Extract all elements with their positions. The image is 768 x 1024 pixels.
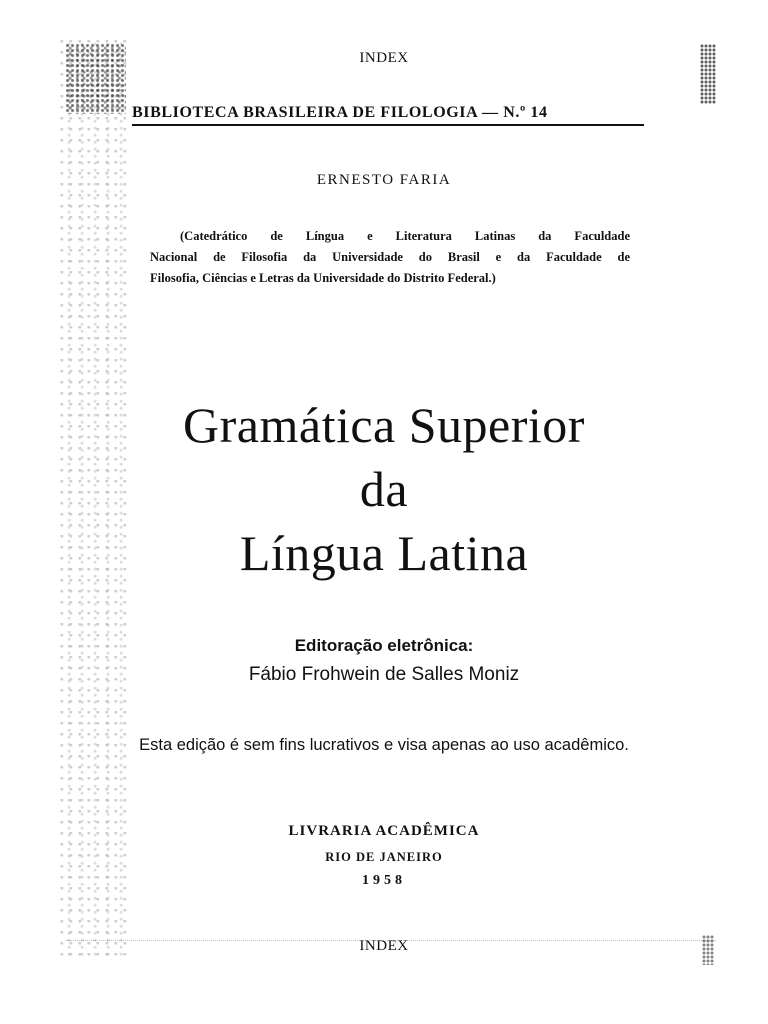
author-name: ERNESTO FARIA	[316, 172, 452, 188]
publisher-name: LIVRARIA ACADÊMICA	[288, 823, 480, 839]
title-line: Língua Latina	[239, 525, 529, 581]
book-title	[0, 393, 768, 585]
editing-label: Editoração eletrônica:	[294, 636, 474, 655]
affiliation-line: (Catedrático de Língua e Literatura Latinas da Faculdade	[180, 229, 630, 243]
publication-year: 1958	[362, 873, 406, 888]
index-link-top[interactable]: INDEX	[359, 50, 409, 66]
affiliation-line: Nacional de Filosofia da Universidade do Brasil e da Faculdade de	[150, 250, 630, 264]
non-profit-notice: Esta edição é sem fins lucrativos e visa apenas ao uso acadêmico.	[139, 736, 629, 754]
editor-name: Fábio Frohwein de Salles Moniz	[248, 664, 520, 685]
series-title: BIBLIOTECA BRASILEIRA DE FILOLOGIA — N.º 14	[132, 104, 644, 126]
publisher-city: RIO DE JANEIRO	[325, 850, 443, 864]
index-link-bottom[interactable]: INDEX	[359, 938, 409, 954]
title-line: Gramática Superior	[183, 397, 585, 453]
affiliation-line: Filosofia, Ciências e Letras da Universidade do Distrito Federal.)	[150, 271, 496, 285]
author-affiliation	[150, 226, 630, 289]
title-line: da	[359, 461, 409, 517]
